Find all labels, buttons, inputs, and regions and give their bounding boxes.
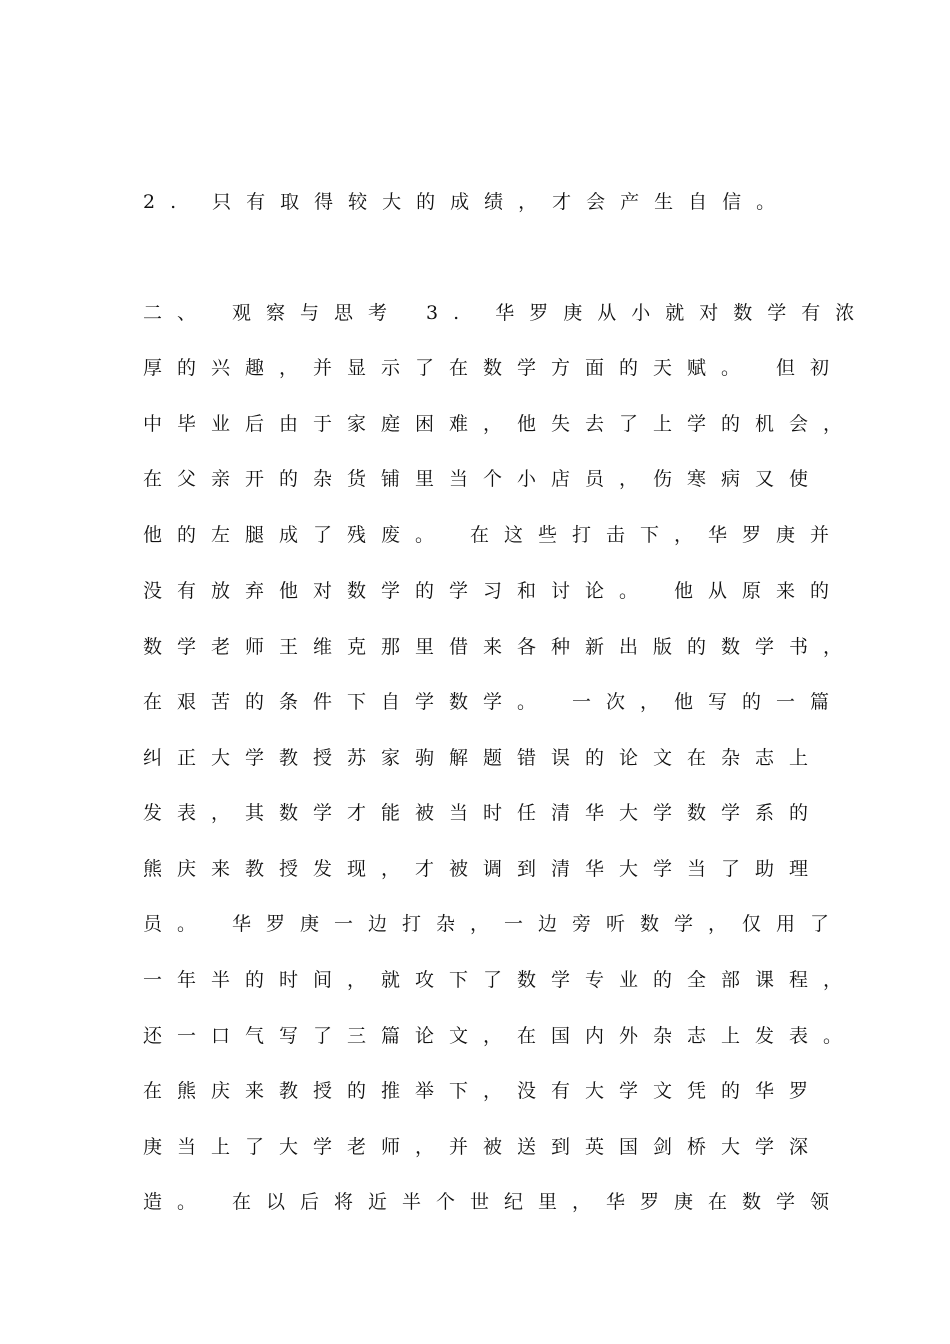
body-line: 还一口气写了三篇论文，在国内外杂志上发表。 (143, 1025, 858, 1047)
body-line: 造。 在以后将近半个世纪里，华罗庚在数学领 (143, 1191, 845, 1213)
body-line: 在艰苦的条件下自学数学。 一次，他写的一篇 (143, 691, 845, 713)
body-line: 在熊庆来教授的推举下，没有大学文凭的华罗 (143, 1080, 824, 1102)
item-3-first-line: 3. 华罗庚从小就对数学有浓 (426, 302, 870, 324)
body-line: 数学老师王维克那里借来各种新出版的数学书， (143, 636, 858, 658)
body-line: 庚当上了大学老师，并被送到英国剑桥大学深 (143, 1136, 824, 1158)
body-line: 发表，其数学才能被当时任清华大学数学系的 (143, 802, 824, 824)
body-line: 纠正大学教授苏家驹解题错误的论文在杂志上 (143, 747, 824, 769)
statement-2: 2. 只有取得较大的成绩，才会产生自信。 (143, 191, 791, 213)
body-line: 在父亲开的杂货铺里当个小店员，伤寒病又使 (143, 468, 824, 490)
body-line: 熊庆来教授发现，才被调到清华大学当了助理 (143, 858, 824, 880)
body-line: 没有放弃他对数学的学习和讨论。 他从原来的 (143, 580, 845, 602)
body-line: 员。 华罗庚一边打杂，一边旁听数学，仅用了 (143, 913, 845, 935)
body-line: 他的左腿成了残废。 在这些打击下，华罗庚并 (143, 524, 845, 546)
body-line: 厚的兴趣，并显示了在数学方面的天赋。 但初 (143, 357, 845, 379)
body-line: 一年半的时间，就攻下了数学专业的全部课程， (143, 969, 858, 991)
section-heading-line (143, 301, 869, 325)
section-title: 二、 观察与思考 (143, 302, 403, 324)
body-line: 中毕业后由于家庭困难，他失去了上学的机会， (143, 413, 858, 435)
